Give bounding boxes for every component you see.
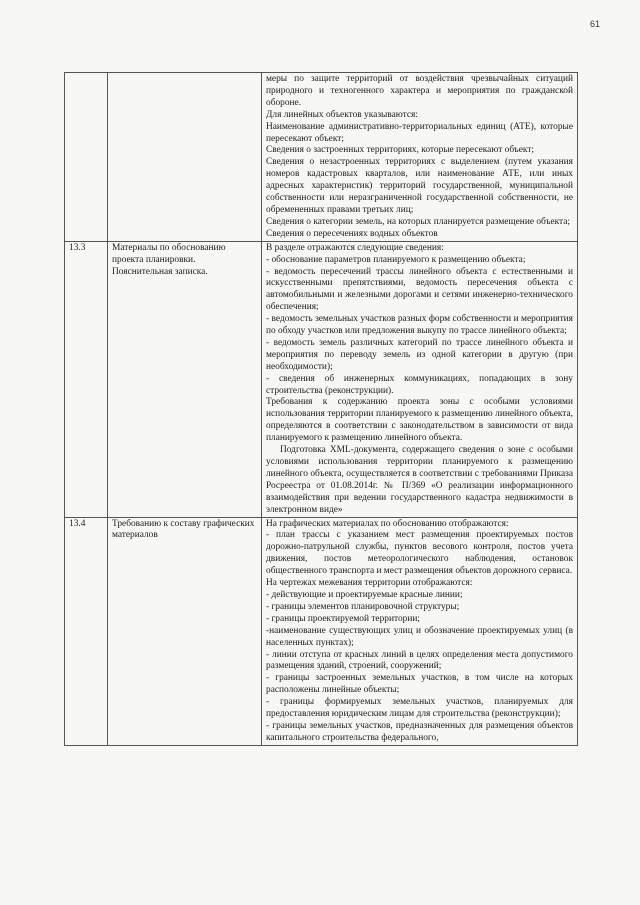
paragraph: - границы формируемых земельных участков, планируемых для предоставления юридическим лицам для строительства (реконструкции); (266, 697, 573, 720)
table-row (65, 73, 578, 242)
table-row (65, 241, 578, 517)
paragraph: - обоснование параметров планируемого к размещению объекта; (266, 254, 526, 265)
paragraph: -наименование существующих улиц и обозначение проектируемых улиц (в населенных пунктах); (266, 625, 573, 648)
paragraph: Сведения о пересечениях водных объектов (266, 228, 438, 239)
paragraph: меры по защите территорий от воздействия чрезвычайных ситуаций природного и техногенного характера и мероприятия по гражданской обороне. (266, 74, 573, 108)
paragraph: Для линейных объектов указываются: (266, 109, 418, 120)
row-name-line: Материалы по обоснованию проекта планировки. (112, 242, 226, 265)
paragraph: - действующие и проектируемые красные линии; (266, 589, 463, 600)
paragraph: На графических материалах по обоснованию отображаются: (266, 518, 509, 529)
paragraph: Подготовка XML-документа, содержащего сведения о зоне с особыми условиями использования территории планируемого к размещению линейного объекта, осуществляется в соответствии с требованиями Приказа Росреестра от 01.08.2014г. № П/369 «О реализации информационного взаимодействия при ведении государственного кадастра недвижимости в электронном виде» (266, 445, 573, 515)
row-description (262, 73, 578, 242)
row-name (108, 73, 262, 242)
row-name-line: Пояснительная записка. (112, 266, 208, 277)
table-row (65, 517, 578, 745)
paragraph: - границы земельных участков, предназначенных для размещения объектов капитального строительства федерального, (266, 720, 573, 743)
paragraph: - сведения об инженерных коммуникациях, попадающих в зону строительства (реконструкции). (266, 373, 573, 396)
row-name-line: Требованию к составу графических материалов (112, 518, 255, 541)
paragraph: - ведомость пересечений трассы линейного объекта с естественными и искусственными препятствиями, ведомость пересечения объекта с автомобильными и железными дорогами и сетями инженерно-технического обеспечения; (266, 266, 573, 313)
paragraph: В разделе отражаются следующие сведения: (266, 242, 444, 253)
paragraph: - границы элементов планировочной структуры; (266, 601, 460, 612)
paragraph: Сведения о застроенных территориях, которые пересекают объект; (266, 145, 535, 156)
paragraph: Требования к содержанию проекта зоны с особыми условиями использования территории планируемого к размещению линейного объекта, определяются в соответствии с законодательством в зависимости от вида планируемого к размещению линейного объекта. (266, 397, 573, 444)
row-name (108, 241, 262, 517)
row-number: 13.4 (65, 517, 108, 745)
paragraph: - линии отступа от красных линий в целях определения места допустимого размещения зданий, строений, сооружений; (266, 649, 573, 672)
row-number (65, 73, 108, 242)
paragraph: На чертежах межевания территории отображаются: (266, 578, 473, 589)
row-number: 13.3 (65, 241, 108, 517)
paragraph: - границы застроенных земельных участков, в том числе на которых расположены линейные объекты; (266, 673, 573, 696)
paragraph: Наименование административно-территориальных единиц (АТЕ), которые пересекают объект; (266, 121, 573, 144)
paragraph: Сведения о незастроенных территориях с выделением (путем указания номеров кадастровых кварталов, или наименование АТЕ, или иных адресных характеристик) территорий государственной, муниципальной собственности или неразграниченной государственной собственности, не обремененных правами третьих лиц; (266, 157, 573, 215)
paragraph: - ведомость земельных участков разных форм собственности и мероприятия по обходу участков или предложения выкупу по трассе линейного объекта; (266, 314, 573, 337)
row-name (108, 517, 262, 745)
requirements-table (64, 72, 578, 746)
row-description (262, 517, 578, 745)
paragraph: - границы проектируемой территории; (266, 613, 420, 624)
paragraph: Сведения о категории земель, на которых планируется размещение объекта; (266, 216, 570, 227)
row-description (262, 241, 578, 517)
page-number: 61 (590, 19, 601, 29)
paragraph: - план трассы с указанием мест размещения проектируемых постов дорожно-патрульной службы, пунктов весового контроля, постов учета движения, постов метеорологического наблюдения, остановок общественного транспорта и мест размещения объектов дорожного сервиса. (266, 530, 573, 577)
paragraph: - ведомость земель различных категорий по трассе линейного объекта и мероприятия по переводу земель из одной категории в другую (при необходимости); (266, 337, 573, 372)
